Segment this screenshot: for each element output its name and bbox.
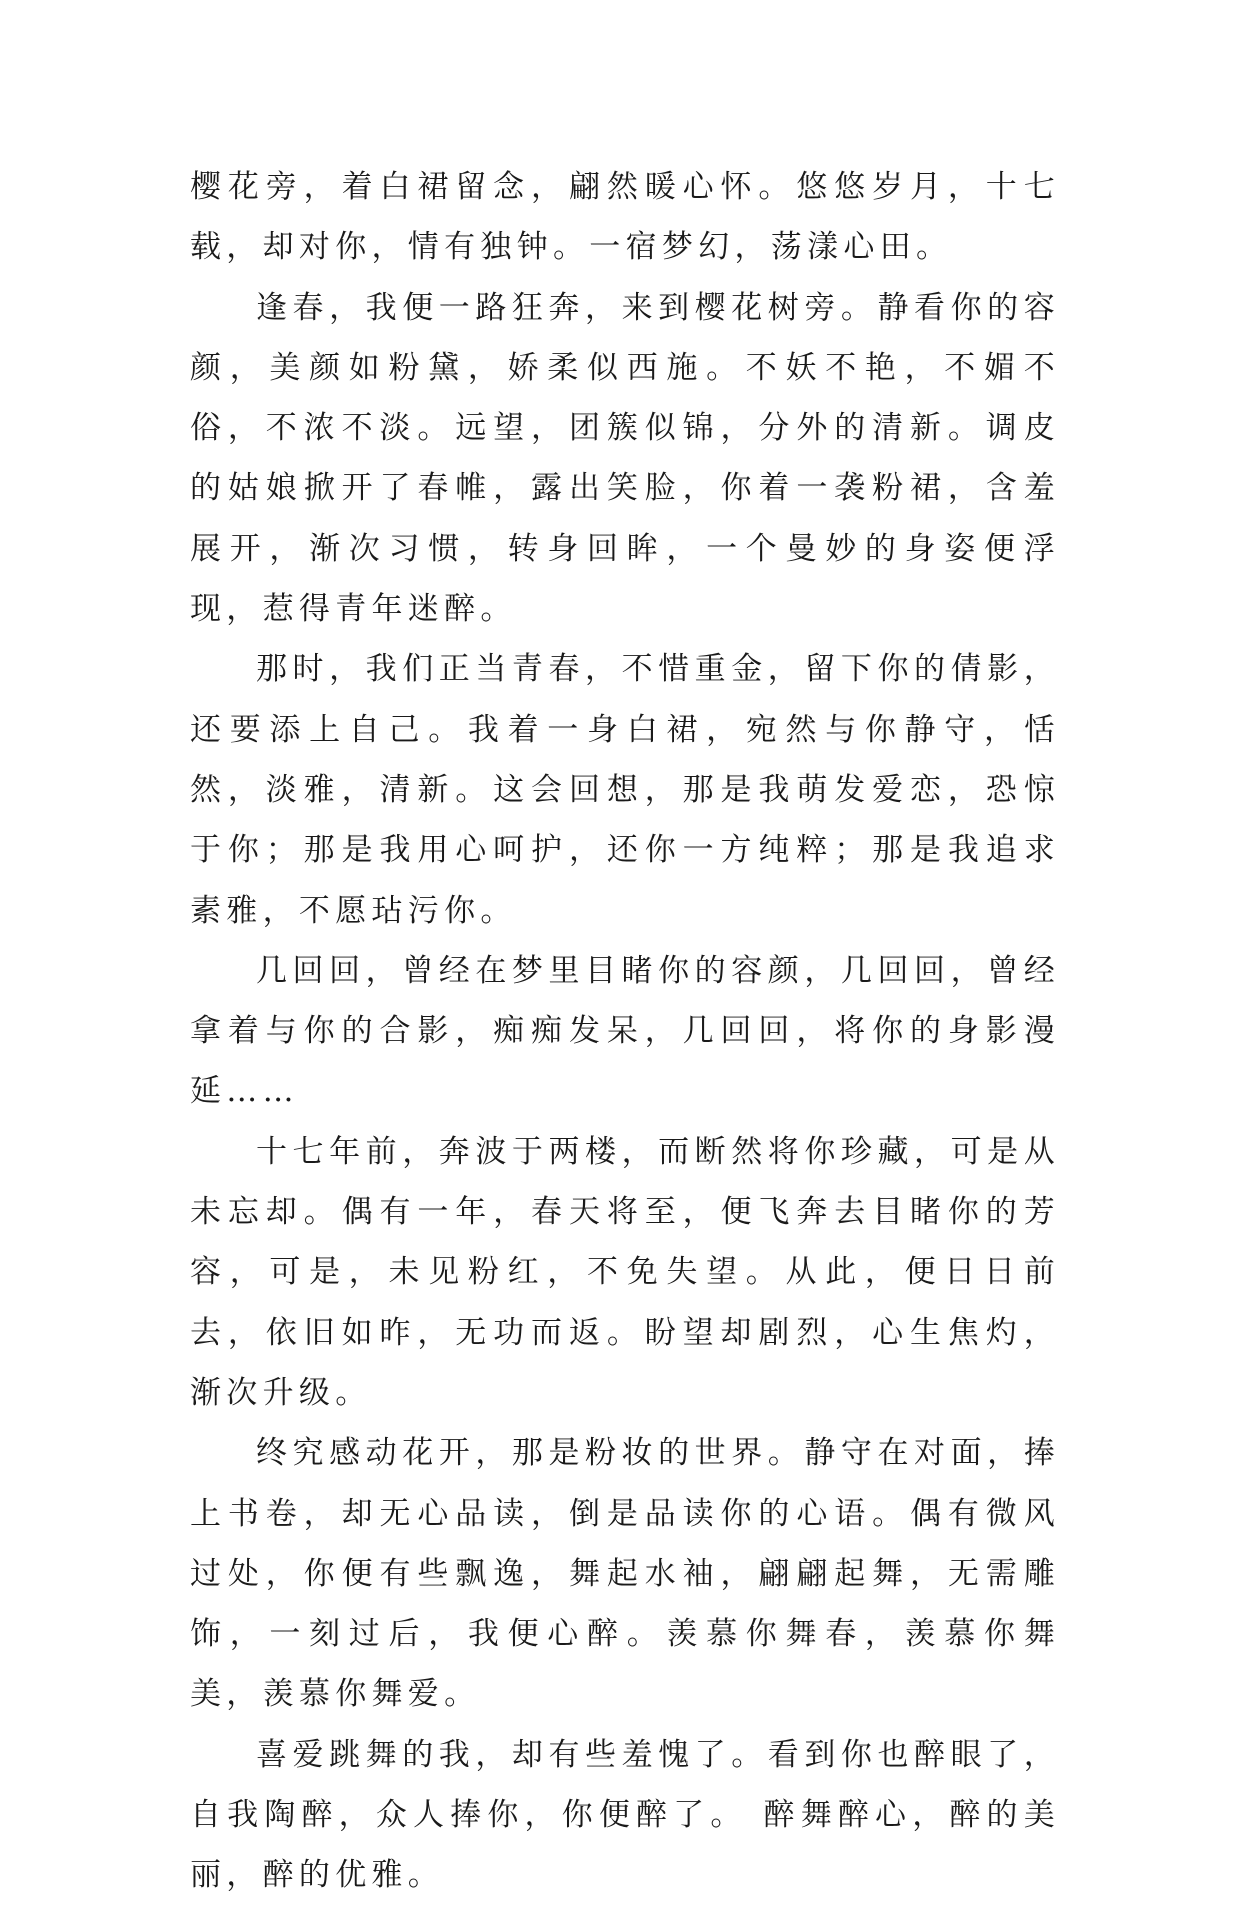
paragraph: 终究感动花开，那是粉妆的世界。静守在对面，捧上书卷，却无心品读，倒是品读你的心语。偶有微风过处，你便有些飘逸，舞起水袖，翩翩起舞，无需雕饰，一刻过后，我便心醉。羡慕你舞春，羡慕你舞美，羡慕你舞爱。	[190, 1435, 1060, 1713]
document-body	[190, 157, 1060, 1906]
paragraph: 逢春，我便一路狂奔，来到樱花树旁。静看你的容颜，美颜如粉黛，娇柔似西施。不妖不艳，不媚不俗，不浓不淡。远望，团簇似锦，分外的清新。调皮的姑娘掀开了春帷，露出笑脸，你着一袭粉裙，含羞展开，渐次习惯，转身回眸，一个曼妙的身姿便浮现，惹得青年迷醉。	[190, 289, 1060, 628]
paragraph: 几回回，曾经在梦里目睹你的容颜，几回回，曾经拿着与你的合影，痴痴发呆，几回回，将你的身影漫延……	[190, 952, 1060, 1110]
paragraph: 樱花旁，着白裙留念，翩然暖心怀。悠悠岁月，十七载，却对你，情有独钟。一宿梦幻，荡漾心田。	[190, 169, 1060, 266]
paragraph: 那时，我们正当青春，不惜重金，留下你的倩影，还要添上自己。我着一身白裙，宛然与你静守，恬然，淡雅，清新。这会回想，那是我萌发爱恋，恐惊于你；那是我用心呵护，还你一方纯粹；那是我追求素雅，不愿玷污你。	[190, 651, 1060, 929]
paragraph: 喜爱跳舞的我，却有些羞愧了。看到你也醉眼了，自我陶醉，众人捧你，你便醉了。 醉舞醉心，醉的美丽，醉的优雅。	[190, 1736, 1060, 1894]
paragraph: 十七年前，奔波于两楼，而断然将你珍藏，可是从未忘却。偶有一年，春天将至，便飞奔去目睹你的芳容，可是，未见粉红，不免失望。从此，便日日前去，依旧如昨，无功而返。盼望却剧烈，心生焦灼，渐次升级。	[190, 1133, 1060, 1411]
